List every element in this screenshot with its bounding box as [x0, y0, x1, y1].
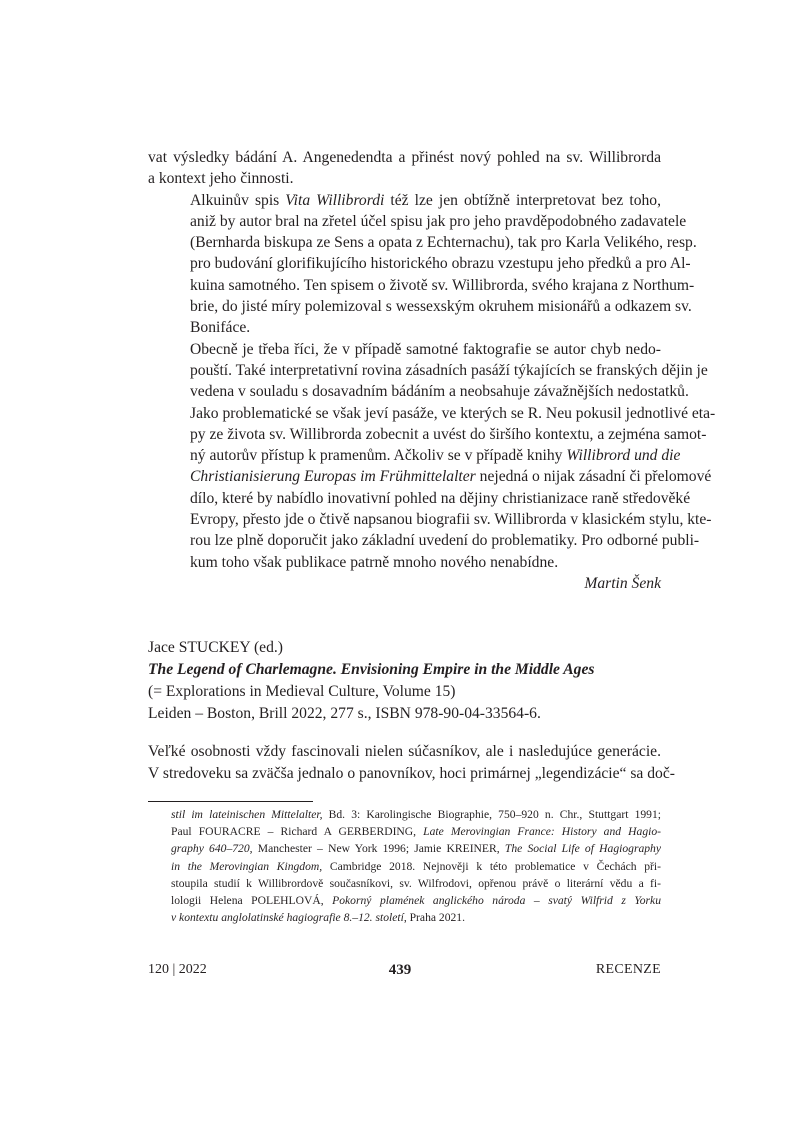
reviewer-signature: Martin Šenk [584, 574, 661, 592]
text-run: lologii Helena POLEHLOVÁ, [171, 894, 333, 908]
text-line: dílo, které by nabídlo inovativní pohled na dějiny christianizace raně středověké [190, 489, 691, 507]
text-run: Bd. 3: Karolingische Biographie, 750–920 n. Chr., Stuttgart 1991; [322, 808, 661, 821]
paragraph-2 [148, 190, 697, 339]
text-run: též lze jen obtížně interpretovat bez toho, [384, 191, 662, 209]
text-line [148, 445, 681, 466]
text-line: vat výsledky bádání A. Angenedendta a přinést nový pohled na sv. Willibrorda [148, 149, 661, 166]
text-run: in the Merovingian Kingdom, [171, 859, 323, 873]
paragraph-3 [148, 339, 716, 595]
text-line: a kontext jeho činnosti. [148, 170, 294, 188]
text-line [148, 190, 661, 211]
text-run: Manchester – New York 1996; Jamie KREINER, [252, 842, 505, 856]
text-line: Jako problematické se však jeví pasáže, ve kterých se R. Neu pokusil jednotlivé eta- [190, 404, 716, 422]
text-line: kum toho však publikace patrně mnoho nového nenabídne. [190, 553, 559, 571]
text-line: kuina samotného. Ten spisem o životě sv. Willibrorda, svého krajana z Northum- [190, 276, 695, 294]
text-line: pro budování glorifikujícího historického obrazu vzestupu jeho předků a pro Al- [190, 255, 691, 273]
text-run: graphy 640–720, [171, 842, 253, 856]
footnote-line [171, 892, 661, 909]
book-editor: Jace STUCKEY (ed.) [148, 639, 283, 656]
book-title: Willibrord und die [566, 447, 681, 465]
text-line: vedena v souladu s dosavadním bádáním a neobsahuje závažnějších nedostatků. [190, 383, 689, 401]
text-line: Evropy, přesto jde o čtivě napsanou biografii sv. Willibrorda v klasickém stylu, kte- [190, 511, 712, 529]
text-run: v kontextu anglolatinské hagiografie 8.–12. století [171, 911, 404, 925]
text-run: Paul FOURACRE – Richard A GERBERDING, [171, 825, 424, 839]
text-line: V stredoveku sa zväčša jednalo o panovníkov, hoci primárnej „legendizácie“ sa doč- [148, 765, 675, 782]
footnote-line [171, 823, 661, 840]
publication-details: Leiden – Boston, Brill 2022, 277 s., ISBN 978-90-04-33564-6. [148, 705, 541, 722]
text-run: The Social Life of Hagiography [504, 842, 661, 856]
text-run: Cambridge 2018. Nejnověji k této problematice v Čechách při- [322, 859, 661, 873]
text-run: Alkuinův spis [190, 191, 286, 209]
text-line: (Bernharda biskupa ze Sens a opata z Echternachu), tak pro Karla Velikého, resp. [190, 234, 697, 252]
book-title: The Legend of Charlemagne. Envisioning Empire in the Middle Ages [148, 661, 595, 678]
footnote-line [171, 909, 661, 926]
paragraph [148, 741, 675, 785]
text-run: stil im lateinischen Mittelalter, [171, 808, 323, 821]
text-line: Obecně je třeba říci, že v případě samotné faktografie se autor chyb nedo- [190, 340, 661, 358]
text-run: nejedná o nijak zásadní či přelomové [475, 468, 712, 486]
text-line [148, 466, 712, 487]
text-line: py ze života sv. Willibrorda zobecnit a uvést do širšího kontextu, a zejména samot- [190, 425, 707, 443]
text-run: , Praha 2021. [403, 911, 465, 925]
text-line: pouští. Také interpretativní rovina zásadních pasáží týkajících se franských dějin je [190, 361, 708, 379]
footnote [171, 806, 661, 926]
footnote-line: stoupila studií k Willibrordově současníkovi, sv. Wilfrodovi, opřenou právě o literární vědu a fi- [171, 876, 661, 890]
text-line: brie, do jisté míry polemizoval s wessexským okruhem misionářů a odkazem sv. [190, 298, 692, 316]
text-run: ný autorův přístup k pramenům. Ačkoliv se v případě knihy [190, 447, 567, 465]
bibliographic-entry [148, 637, 661, 725]
review-text [148, 147, 716, 594]
footnote-rule [148, 801, 313, 802]
paragraph-1 [148, 147, 661, 190]
footnote-line [171, 840, 661, 857]
text-line: Bonifáce. [190, 319, 251, 337]
journal-volume-year: 120 | 2022 [148, 962, 207, 977]
text-run: Pokorný plamének anglického národa – svatý Wilfrid z Yorku [332, 894, 661, 908]
book-title: Christianisierung Europas im Frühmittelalter [190, 468, 476, 486]
book-series: (= Explorations in Medieval Culture, Volume 15) [148, 683, 456, 700]
section-name: RECENZE [595, 962, 661, 977]
work-title: Vita Willibrordi [285, 191, 385, 209]
footnote-line [171, 858, 661, 875]
page-number: 439 [388, 962, 412, 978]
footnote-line [171, 806, 661, 823]
text-line: rou lze plně doporučit jako základní uvedení do problematiky. Pro odborné publi- [190, 532, 700, 550]
text-run: Late Merovingian France: History and Hagio- [423, 825, 661, 839]
text-line: aniž by autor bral na zřetel účel spisu jak pro jeho pravděpodobného zadavatele [190, 212, 687, 230]
text-line: Veľké osobnosti vždy fascinovali nielen súčasníkov, ale i nasledujúce generácie. [148, 743, 661, 760]
next-review-text [148, 741, 675, 785]
